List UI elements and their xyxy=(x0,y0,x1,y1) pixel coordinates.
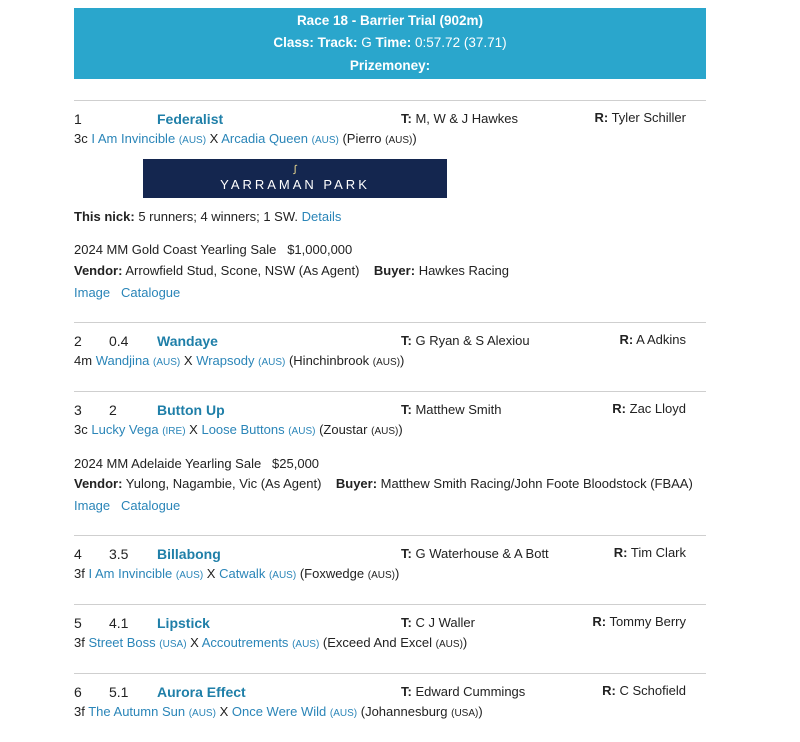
runner-rating: 5.1 xyxy=(109,684,129,700)
dam-link[interactable]: Catwalk xyxy=(219,566,266,581)
cross-symbol: X xyxy=(183,353,193,368)
vendor-label: Vendor: xyxy=(74,476,123,491)
runner-rating: 0.4 xyxy=(109,333,129,349)
rider xyxy=(592,614,686,629)
rider-value: Tommy Berry xyxy=(609,614,686,629)
buyer-value: Matthew Smith Racing/John Foote Bloodstock (FBAA) xyxy=(380,476,693,491)
dam-link[interactable]: Arcadia Queen xyxy=(221,131,308,146)
horse-name-link[interactable]: Lipstick xyxy=(157,615,210,631)
paren-close: ) xyxy=(400,353,405,368)
damsire: (Zoustar xyxy=(319,422,368,437)
cross-symbol: X xyxy=(189,422,198,437)
track-value: G xyxy=(361,35,372,50)
rider-value: A Adkins xyxy=(636,332,686,347)
damsire: (Exceed And Excel xyxy=(322,635,433,650)
nick-label: This nick: xyxy=(74,209,135,224)
breeding-line xyxy=(74,131,417,146)
runner-entry xyxy=(74,673,706,740)
catalogue-link[interactable]: Catalogue xyxy=(120,285,181,300)
runner-entry xyxy=(74,604,706,673)
sire-link[interactable]: I Am Invincible xyxy=(88,566,173,581)
trainer xyxy=(401,333,530,348)
cross-symbol: X xyxy=(190,635,199,650)
rider-label: R: xyxy=(594,110,609,125)
paren-close: ) xyxy=(462,635,468,650)
dam-link[interactable]: Accoutrements xyxy=(201,635,289,650)
rider-label: R: xyxy=(613,545,628,560)
sire-link[interactable]: Street Boss xyxy=(88,635,156,650)
dam-country: (AUS) xyxy=(292,639,320,650)
trainer-value: Edward Cummings xyxy=(415,684,526,699)
dam-country: (AUS) xyxy=(268,570,297,581)
rider-label: R: xyxy=(602,683,616,698)
trainer-label: T: xyxy=(401,111,412,126)
rider xyxy=(620,332,687,347)
breeding-line xyxy=(74,353,404,368)
horse-description: 3c xyxy=(74,131,88,146)
vendor-value: Arrowfield Stud, Scone, NSW (As Agent) xyxy=(125,263,360,278)
trainer-label: T: xyxy=(401,546,412,561)
cross-symbol: X xyxy=(209,131,219,146)
runner-position: 5 xyxy=(74,615,82,631)
trainer-value: M, W & J Hawkes xyxy=(415,111,519,126)
damsire-country: (AUS) xyxy=(371,426,399,437)
sire-link[interactable]: Wandjina xyxy=(95,353,150,368)
damsire: (Hinchinbrook xyxy=(288,353,370,368)
rider-label: R: xyxy=(619,332,634,347)
damsire-country: (AUS) xyxy=(385,135,413,146)
paren-close: ) xyxy=(412,131,417,146)
cross-symbol: X xyxy=(219,704,229,719)
sale-line xyxy=(74,242,352,257)
runner-rating: 3.5 xyxy=(109,546,129,562)
rider-label: R: xyxy=(612,401,626,416)
time-value: 0:57.72 (37.71) xyxy=(415,35,507,50)
runner-entry xyxy=(74,535,706,604)
runner-entry xyxy=(74,391,706,535)
sale-line xyxy=(74,456,319,471)
paren-close: ) xyxy=(398,422,403,437)
runner-position: 2 xyxy=(74,333,82,349)
dam-country: (AUS) xyxy=(329,708,358,719)
horse-name-link[interactable]: Button Up xyxy=(157,402,225,418)
trainer xyxy=(401,615,475,630)
breeding-line xyxy=(74,635,467,650)
trainer xyxy=(401,111,518,126)
damsire: (Pierro xyxy=(342,131,382,146)
yarraman-logo-mark: ꭍ xyxy=(292,163,298,177)
trainer-value: C J Waller xyxy=(415,615,475,630)
cross-symbol: X xyxy=(206,566,216,581)
time-label: Time: xyxy=(375,35,412,50)
sire-country: (AUS) xyxy=(153,357,181,368)
horse-name-link[interactable]: Billabong xyxy=(157,546,221,562)
damsire-country: (AUS) xyxy=(367,570,395,581)
runner-position: 4 xyxy=(74,546,82,562)
image-link[interactable]: Image xyxy=(74,498,111,513)
rider xyxy=(594,110,686,125)
rider xyxy=(614,545,686,560)
damsire: (Johannesburg xyxy=(360,704,448,719)
sale-name: 2024 MM Gold Coast Yearling Sale xyxy=(74,242,277,257)
buyer-value: Hawkes Racing xyxy=(418,263,510,278)
trainer-label: T: xyxy=(401,333,412,348)
damsire-country: (AUS) xyxy=(435,639,463,650)
trainer-value: G Ryan & S Alexiou xyxy=(415,333,530,348)
sale-links xyxy=(74,285,180,300)
runner-position: 1 xyxy=(74,111,82,127)
sale-name: 2024 MM Adelaide Yearling Sale xyxy=(74,456,262,471)
paren-close: ) xyxy=(394,566,400,581)
breeding-line xyxy=(74,566,399,581)
rider-value: C Schofield xyxy=(619,683,686,698)
rider xyxy=(612,401,686,416)
horse-name-link[interactable]: Federalist xyxy=(157,111,224,127)
rider-value: Zac Lloyd xyxy=(629,401,686,416)
sire-link[interactable]: The Autumn Sun xyxy=(88,704,186,719)
horse-description: 3c xyxy=(74,422,88,437)
race-class-line xyxy=(74,35,706,50)
vendor-label: Vendor: xyxy=(74,263,123,278)
race-title: Race 18 - Barrier Trial (902m) xyxy=(296,13,484,28)
dam-link[interactable]: Once Were Wild xyxy=(231,704,327,719)
runner-entry xyxy=(74,322,706,391)
race-header xyxy=(74,8,706,79)
horse-description: 3f xyxy=(74,566,85,581)
sponsor-banner[interactable] xyxy=(143,159,447,198)
sale-price: $25,000 xyxy=(272,456,320,471)
nick-details-link[interactable]: Details xyxy=(301,209,342,224)
dam-country: (AUS) xyxy=(288,426,316,437)
sire-country: (USA) xyxy=(159,639,187,650)
nick-line xyxy=(74,209,341,224)
runner-position: 6 xyxy=(74,684,82,700)
dam-link[interactable]: Loose Buttons xyxy=(201,422,285,437)
sale-links xyxy=(74,498,180,513)
rider-label: R: xyxy=(592,614,607,629)
trainer-label: T: xyxy=(401,615,412,630)
sire-country: (IRE) xyxy=(162,426,186,437)
horse-description: 3f xyxy=(74,635,85,650)
dam-country: (AUS) xyxy=(311,135,339,146)
buyer-label: Buyer: xyxy=(335,476,378,491)
damsire: (Foxwedge xyxy=(299,566,365,581)
runner-position: 3 xyxy=(74,402,82,418)
runner-rating: 2 xyxy=(109,402,117,418)
dam-link[interactable]: Wrapsody xyxy=(196,353,255,368)
horse-description: 4m xyxy=(74,353,93,368)
rider xyxy=(602,683,686,698)
rider-value: Tim Clark xyxy=(630,545,686,560)
sire-link[interactable]: Lucky Vega xyxy=(91,422,159,437)
class-label: Class: xyxy=(273,35,314,50)
rider-value: Tyler Schiller xyxy=(611,110,686,125)
dam-country: (AUS) xyxy=(258,357,286,368)
trainer-label: T: xyxy=(401,402,412,417)
sire-country: (AUS) xyxy=(178,135,207,146)
buyer-label: Buyer: xyxy=(373,263,416,278)
yarraman-logo-text: YARRAMAN PARK xyxy=(220,177,370,192)
horse-description: 3f xyxy=(74,704,85,719)
runner-rating: 4.1 xyxy=(109,615,129,631)
sire-country: (AUS) xyxy=(188,708,216,719)
breeding-line xyxy=(74,422,403,437)
image-link[interactable]: Image xyxy=(74,285,111,300)
horse-name-link[interactable]: Aurora Effect xyxy=(157,684,246,700)
vendor-value: Yulong, Nagambie, Vic (As Agent) xyxy=(125,476,322,491)
damsire-country: (USA) xyxy=(451,708,479,719)
prizemoney-label: Prizemoney: xyxy=(349,58,431,73)
damsire-country: (AUS) xyxy=(372,357,401,368)
trainer xyxy=(401,402,501,417)
nick-stats: 5 runners; 4 winners; 1 SW. xyxy=(138,209,298,224)
sale-price: $1,000,000 xyxy=(287,242,353,257)
horse-name-link[interactable]: Wandaye xyxy=(157,333,218,349)
trainer-value: Matthew Smith xyxy=(415,402,502,417)
sire-link[interactable]: I Am Invincible xyxy=(91,131,176,146)
trainer-label: T: xyxy=(401,684,412,699)
trainer-value: G Waterhouse & A Bott xyxy=(415,546,549,561)
runner-entry xyxy=(74,100,706,321)
vendor-buyer-line xyxy=(74,263,509,278)
sire-country: (AUS) xyxy=(175,570,204,581)
trainer xyxy=(401,546,549,561)
breeding-line xyxy=(74,704,483,719)
track-label: Track: xyxy=(317,35,358,50)
paren-close: ) xyxy=(478,704,483,719)
trainer xyxy=(401,684,525,699)
vendor-buyer-line xyxy=(74,476,693,491)
catalogue-link[interactable]: Catalogue xyxy=(120,498,181,513)
